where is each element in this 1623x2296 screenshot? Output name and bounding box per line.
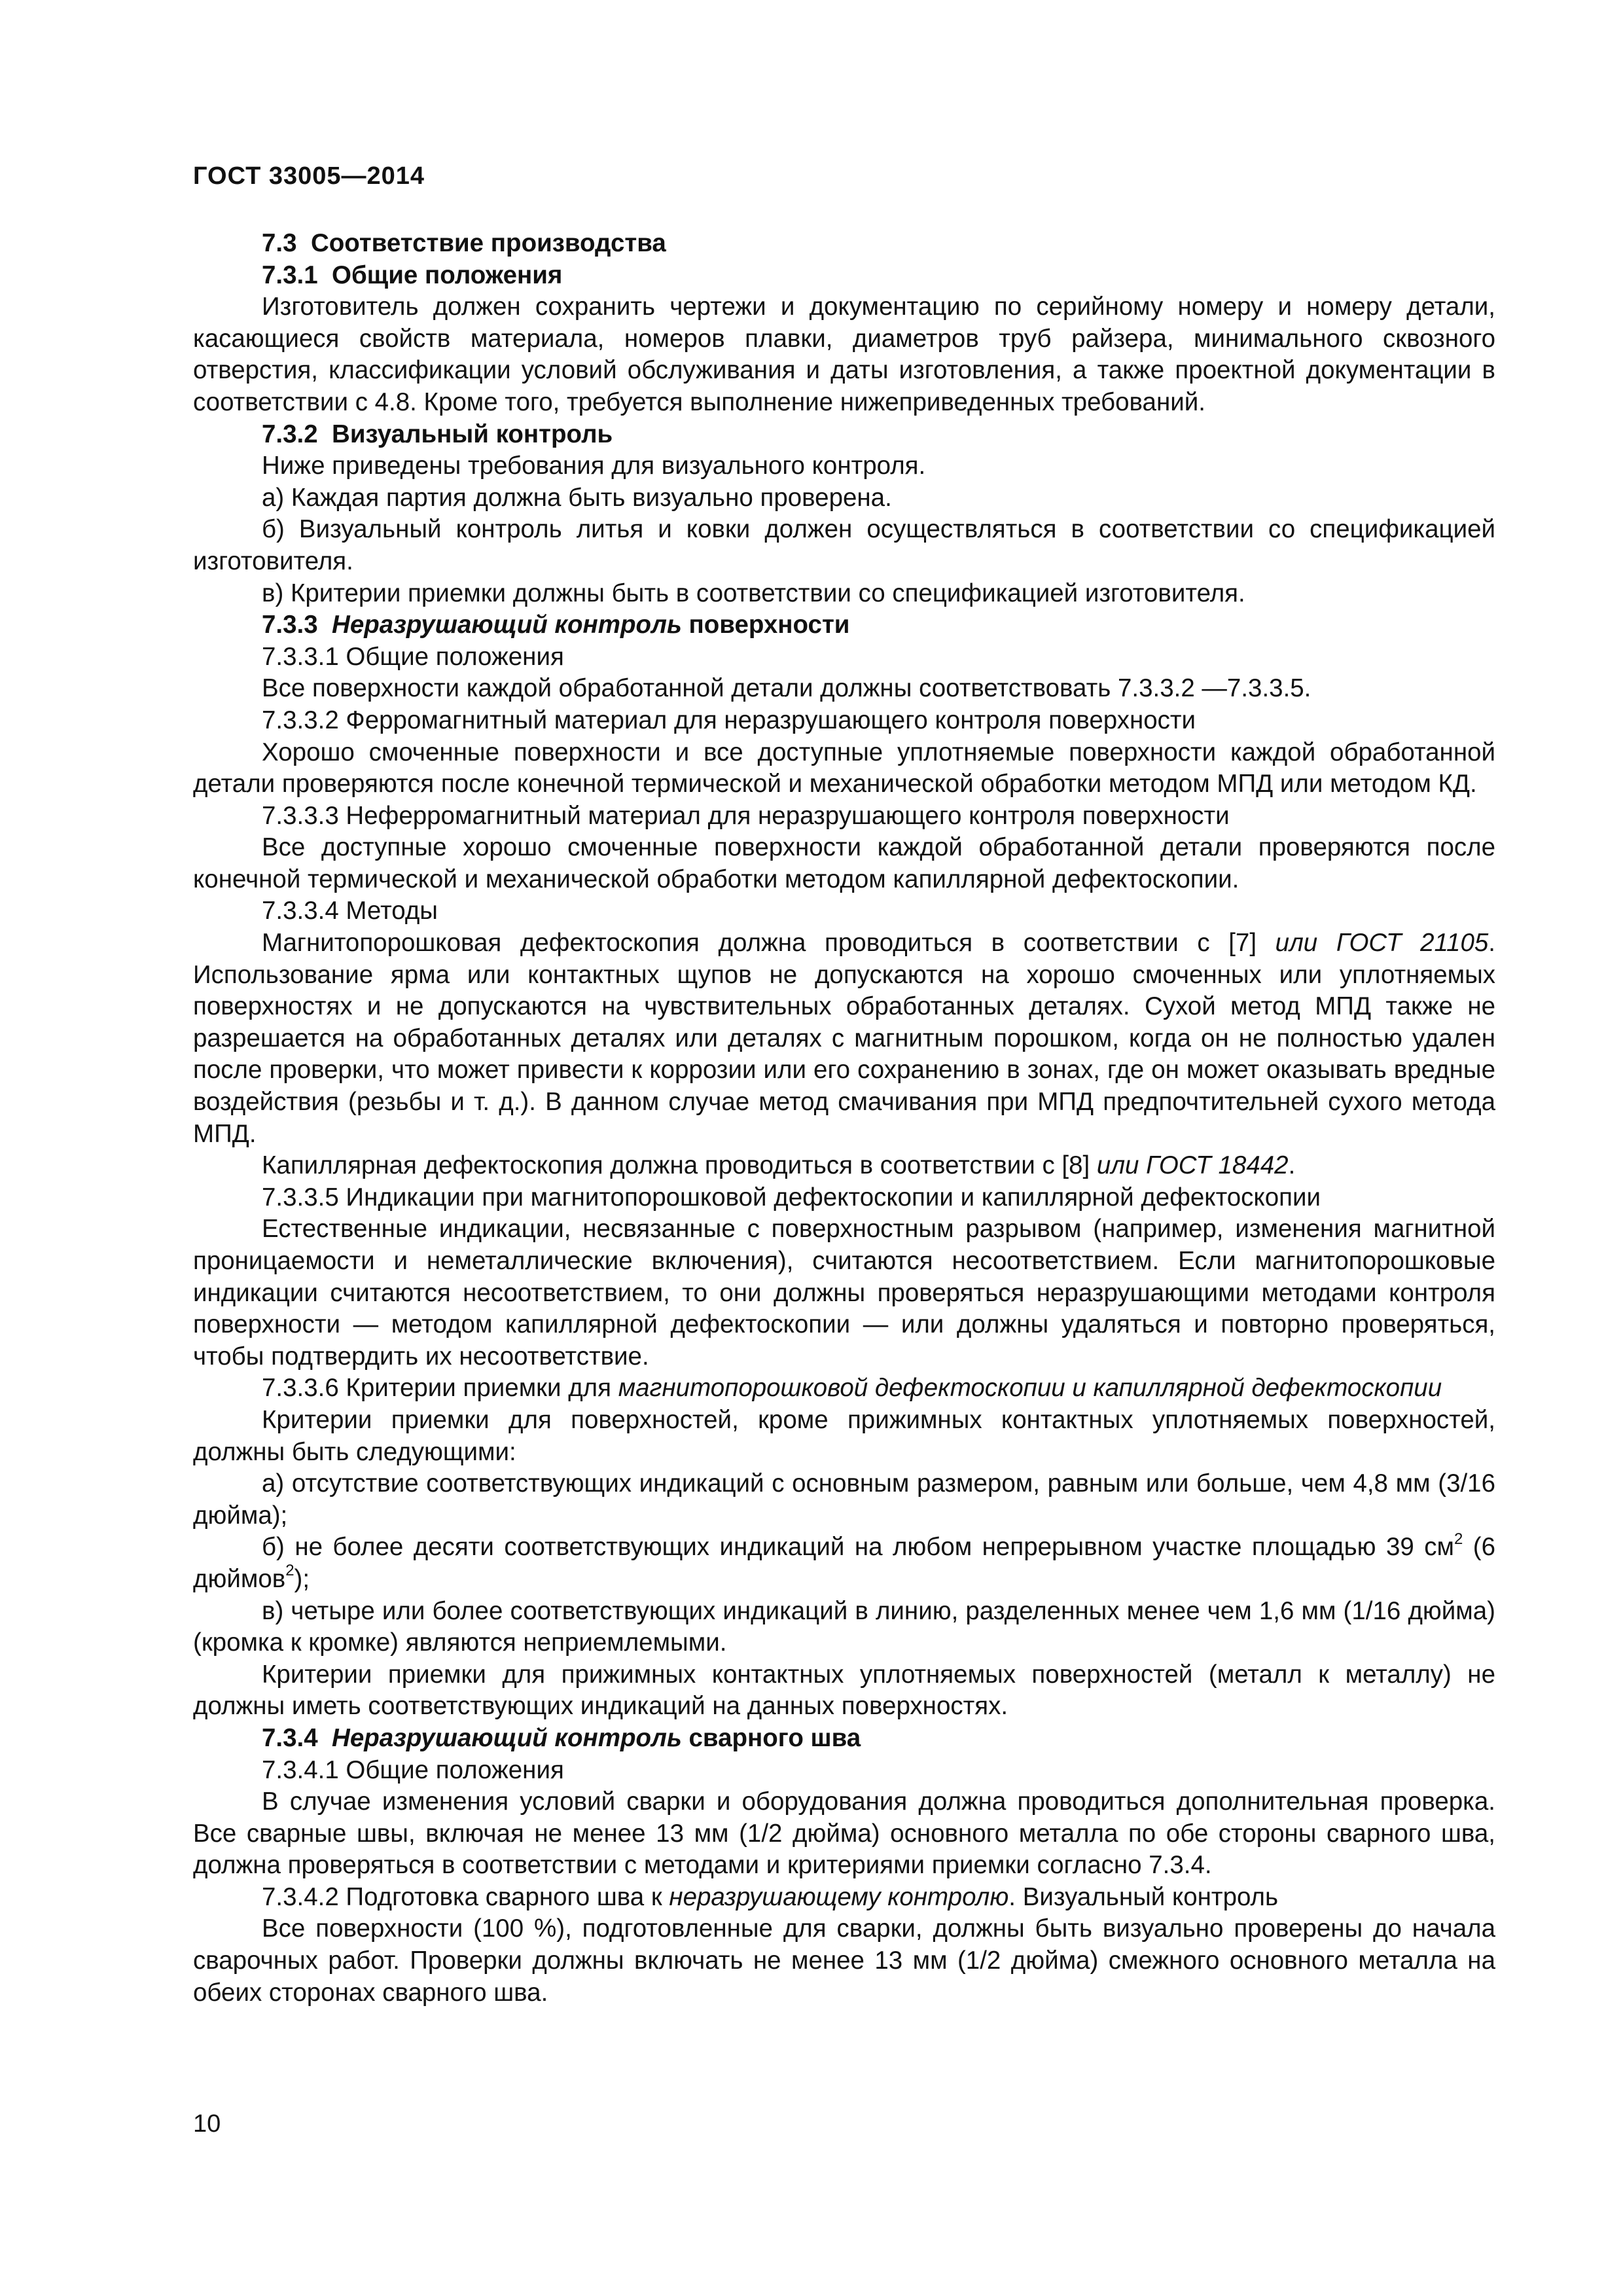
subsection-heading: 7.3.3.5 Индикации при магнитопорошковой дефектоскопии и капиллярной дефектоскопии [262, 1183, 1321, 1211]
list-item: б) не более десяти соответствующих индикаций на любом непрерывном участке площадью 39 $см^2$ (6 дюймов$^2$); [193, 1530, 1495, 1593]
page-number: 10 [193, 2110, 221, 2138]
list-item: в) Критерии приемки должны быть в соответствии со спецификацией изготовителя. [262, 579, 1245, 607]
paragraph: Магнитопорошковая дефектоскопия должна проводиться в соответствии с [7] или ГОСТ 21105. Использование ярма или контактных щупов не допускаются на хорошо смоченных или уплотняемых поверхностях и не допускаются на чувствительных обработанных деталях. Сухой метод МПД также не разрешается на обработанных деталях или деталях с магнитным порошком, когда он не полностью удален после проверки, что может привести к коррозии или его сохранению в зонах, где он может оказывать вредные воздействия (резьбы и т. д.). В данном случае метод смачивания при МПД предпочтительней сухого метода МПД. [193, 929, 1495, 1148]
paragraph: Все доступные хорошо смоченные поверхности каждой обработанной детали проверяются после конечной термической и механической обработки методом капиллярной дефектоскопии. [193, 833, 1495, 893]
subsection-heading: 7.3.4.2 Подготовка сварного шва к неразрушающему контролю. Визуальный контроль [262, 1882, 1279, 1911]
paragraph: Критерии приемки для поверхностей, кроме прижимных контактных уплотняемых поверхностей, должны быть следующими: [193, 1405, 1495, 1466]
section-7-3-1-heading: 7.3.1 Общие положения [262, 260, 563, 289]
section-7-3-3-heading: 7.3.3 Неразрушающий контроль поверхности [262, 611, 850, 639]
subsection-heading: 7.3.4.1 Общие положения [262, 1755, 564, 1784]
paragraph: Капиллярная дефектоскопия должна проводиться в соответствии с [8] или ГОСТ 18442. [262, 1151, 1296, 1180]
paragraph: Все поверхности каждой обработанной детали должны соответствовать 7.3.3.2 —7.3.3.5. [262, 674, 1311, 703]
subsection-heading: 7.3.3.3 Неферромагнитный материал для неразрушающего контроля поверхности [262, 801, 1230, 830]
paragraph: Естественные индикации, несвязанные с поверхностным разрывом (например, изменения магнитной проницаемости и неметаллические включения), считаются несоответствием. Если магнитопорошковые индикации считаются несоответствием, то они должны проверяться неразрушающими методами контроля поверхности — методом капиллярной дефектоскопии — или должны удаляться и повторно проверяться, чтобы подтвердить их несоответствие. [193, 1215, 1495, 1371]
document-header: ГОСТ 33005—2014 [193, 162, 425, 190]
paragraph: Ниже приведены требования для визуального контроля. [262, 452, 926, 480]
list-item: в) четыре или более соответствующих индикаций в линию, разделенных менее чем 1,6 мм (1/16 дюйма) (кромка к кромке) являются неприемлемыми. [193, 1596, 1495, 1657]
paragraph: Все поверхности (100 %), подготовленные для сварки, должны быть визуально проверены до начала сварочных работ. Проверки должны включать не менее 13 мм (1/2 дюйма) смежного основного металла на обеих сторонах сварного шва. [193, 1914, 1495, 2007]
subsection-heading: 7.3.3.1 Общие положения [262, 642, 564, 671]
subsection-heading: 7.3.3.4 Методы [262, 897, 438, 925]
subsection-heading: 7.3.3.2 Ферромагнитный материал для неразрушающего контроля поверхности [262, 706, 1196, 734]
section-7-3-4-heading: 7.3.4 Неразрушающий контроль сварного шва [262, 1723, 861, 1752]
paragraph: В случае изменения условий сварки и оборудования должна проводиться дополнительная проверка. Все сварные швы, включая не менее 13 мм (1/2 дюйма) основного металла по обе стороны сварного шва, должна проверяться в соответствии с методами и критериями приемки согласно 7.3.4. [193, 1787, 1495, 1880]
paragraph: Хорошо смоченные поверхности и все доступные уплотняемые поверхности каждой обработанной детали проверяются после конечной термической и механической обработки методом МПД или методом КД. [193, 738, 1495, 798]
section-7-3-2-heading: 7.3.2 Визуальный контроль [262, 420, 613, 448]
list-item: б) Визуальный контроль литья и ковки должен осуществляться в соответствии со спецификацией изготовителя. [193, 515, 1495, 575]
list-item: а) отсутствие соответствующих индикаций с основным размером, равным или больше, чем 4,8 мм (3/16 дюйма); [193, 1469, 1495, 1530]
paragraph: Изготовитель должен сохранить чертежи и документацию по серийному номеру и номеру детали, касающиеся свойств материала, номеров плавки, диаметров труб райзера, минимального сквозного отверстия, классификации условий обслуживания и даты изготовления, а также проектной документации в соответствии с 4.8. Кроме того, требуется выполнение нижеприведенных требований. [193, 293, 1495, 416]
paragraph: Критерии приемки для прижимных контактных уплотняемых поверхностей (металл к металлу) не должны иметь соответствующих индикаций на данных поверхностях. [193, 1660, 1495, 1721]
section-7-3-heading: 7.3 Соответствие производства [262, 229, 666, 257]
document-body [193, 228, 1495, 2009]
list-item: а) Каждая партия должна быть визуально проверена. [262, 483, 892, 512]
subsection-heading: 7.3.3.6 Критерии приемки для магнитопорошковой дефектоскопии и капиллярной дефектоскопии [262, 1374, 1442, 1403]
